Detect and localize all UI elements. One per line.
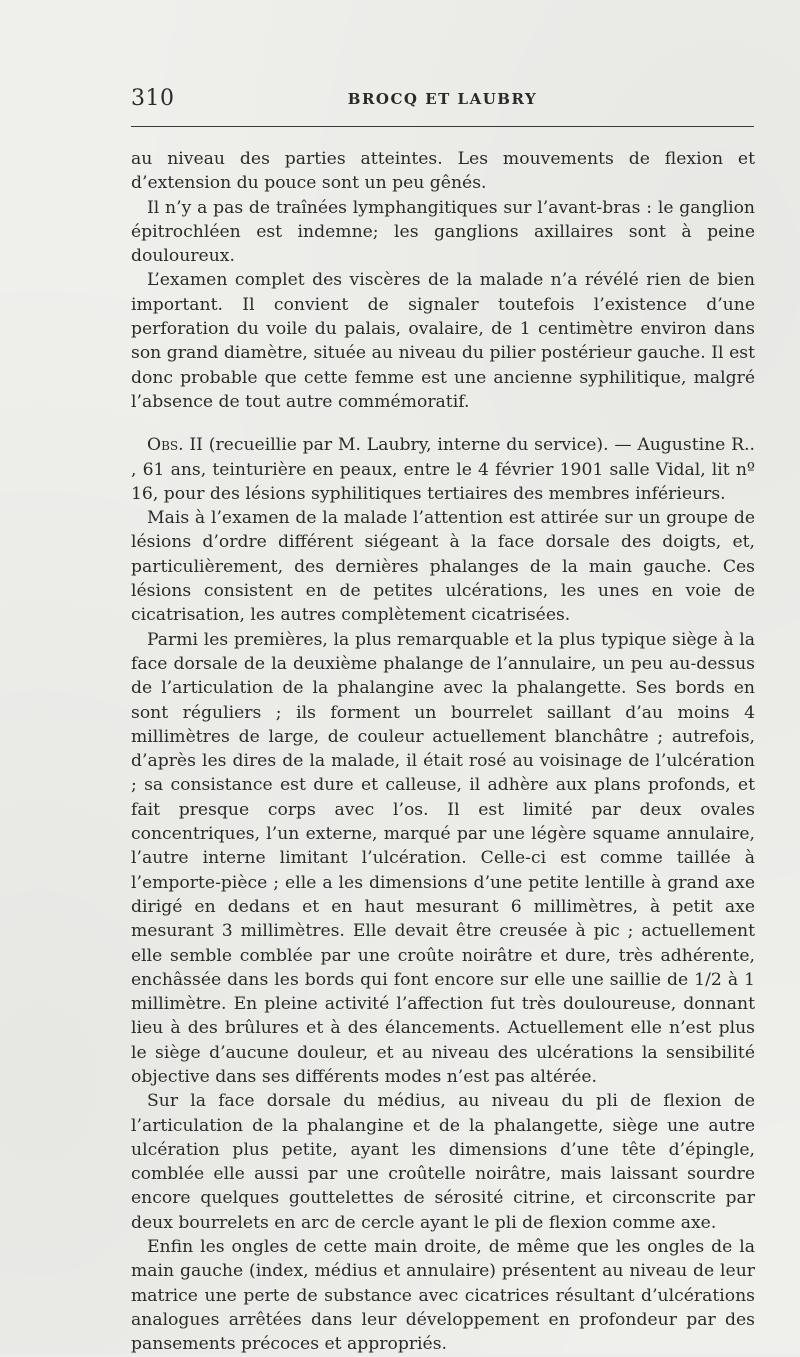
page-number: 310 [131,86,175,111]
paragraph: L’examen complet des viscères de la malade n’a révélé rien de bien important. Il convient de signaler toutefois l’existence d’une perforation du voile du palais, ovalaire, de 1 centimètre environ dans son grand diamètre, située au niveau du pilier postérieur gauche. Il est donc probable que cette femme est une ancienne syphilitique, malgré l’absence de tout autre commémoratif. [131,270,755,412]
observation-text: II (recueillie par M. Laubry, interne du service). — Augustine R.. , 61 ans, teinturière en peaux, entre le 4 février 1901 salle Vidal, lit nº 16, pour des lésions syphilitiques tertiaires des membres inférieurs. [131,435,755,504]
paragraph: Enfin les ongles de cette main droite, de même que les ongles de la main gauche (index, médius et annulaire) présentent au niveau de leur matrice une perte de substance avec cicatrices résultant d’ulcérations analogues arrêtées dans leur développement en profondeur par des pansements précoces et appropriés. [131,1237,755,1355]
running-head [131,86,754,116]
observation-heading-paragraph [131,433,755,506]
paragraph: au niveau des parties atteintes. Les mouvements de flexion et d’extension du pouce sont un peu gênés. [131,149,755,194]
paragraph: Il n’y a pas de traînées lymphangitiques sur l’avant-bras : le ganglion épitrochléen est indemne; les ganglions axillaires sont à peine douloureux. [131,197,755,267]
body-text [131,147,755,1357]
paragraph: Mais à l’examen de la malade l’attention est attirée sur un groupe de lésions d’ordre différent siégeant à la face dorsale des doigts, et, particulièrement, des dernières phalanges de la main gauche. Ces lésions consistent en de petites ulcérations, les unes en voie de cicatrisation, les autres complètement cicatrisées. [131,508,755,626]
observation-label: Obs. [147,435,184,456]
header-rule [131,126,754,127]
paragraph: Parmi les premières, la plus remarquable et la plus typique siège à la face dorsale de la deuxième phalange de l’annulaire, un peu au-dessus de l’articulation de la phalangine avec la phalangette. Ses bords en sont réguliers ; ils forment un bourrelet saillant d’au moins 4 millimètres de large, de couleur actuellement blanchâtre ; autrefois, d’après les dires de la malade, il était rosé au voisinage de l’ulcération ; sa consistance est dure et calleuse, il adhère aux plans profonds, et fait presque corps avec l’os. Il est limité par deux ovales concentriques, l’un externe, marqué par une légère squame annulaire, l’autre interne limitant l’ulcération. Celle-ci est comme taillée à l’emporte-pièce ; elle a les dimensions d’une petite lentille à grand axe dirigé en dedans et en haut mesurant 6 millimètres, à petit axe mesurant 3 millimètres. Elle devait être creusée à pic ; actuellement elle semble comblée par une croûte noirâtre et dure, très adhérente, enchâssée dans les bords qui font encore sur elle une saillie de 1/2 à 1 millimètre. En pleine activité l’affection fut très douloureuse, donnant lieu à des brûlures et à des élancements. Actuellement elle n’est plus le siège d’aucune douleur, et au niveau des ulcérations la sensibilité objective dans ses différents modes n’est pas altérée. [131,629,755,1087]
running-title: BROCQ ET LAUBRY [347,90,538,108]
paragraph: Sur la face dorsale du médius, au niveau du pli de flexion de l’articulation de la phalangine et de la phalangette, siège une autre ulcération plus petite, ayant les dimensions d’une tête d’épingle, comblée elle aussi par une croûtelle noirâtre, mais laissant sourdre encore quelques gouttelettes de sérosité citrine, et circonscrite par deux bourrelets en arc de cercle ayant le pli de flexion comme axe. [131,1091,755,1233]
